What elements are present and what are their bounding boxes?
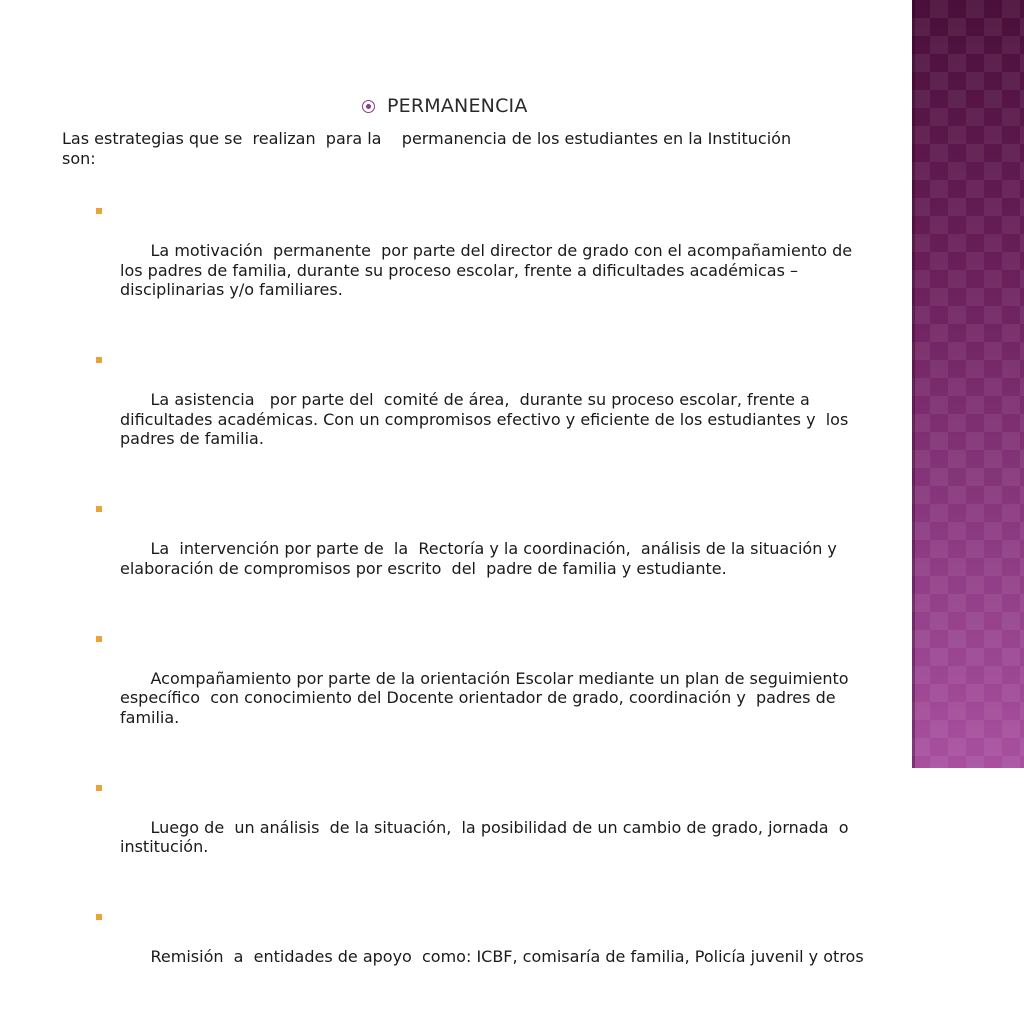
square-bullet-icon bbox=[96, 636, 102, 642]
list-item bbox=[96, 500, 866, 598]
bullet-text: Acompañamiento por parte de la orientación Escolar mediante un plan de seguimiento específico con conocimiento del Docente orientador de grado, coordinación y padres de familia. bbox=[120, 668, 854, 727]
bullet-text: La intervención por parte de la Rectoría y la coordinación, análisis de la situación y elaboración de compromisos por escrito del padre de familia y estudiante. bbox=[120, 539, 848, 578]
square-bullet-icon bbox=[96, 914, 102, 920]
radio-bullet-icon bbox=[362, 100, 375, 113]
list-item bbox=[96, 779, 866, 877]
bullet-text: Luego de un análisis de la situación, la posibilidad de un cambio de grado, jornada o institución. bbox=[120, 817, 854, 856]
square-bullet-icon bbox=[96, 357, 102, 363]
title-row bbox=[362, 95, 528, 117]
intro-text: Las estrategias que se realizan para la permanencia de los estudiantes en la Institución son: bbox=[62, 129, 797, 168]
square-bullet-icon bbox=[96, 208, 102, 214]
bullet-text: La asistencia por parte del comité de área, durante su proceso escolar, frente a dificultades académicas. Con un compromisos efectivo y eficiente de los estudiantes y los padres de familia. bbox=[120, 390, 854, 448]
square-bullet-icon bbox=[96, 785, 102, 791]
decorative-side-band bbox=[912, 0, 1024, 768]
list-item bbox=[96, 630, 866, 747]
diamond-pattern bbox=[912, 0, 1024, 768]
list-item bbox=[96, 202, 866, 319]
list-item bbox=[96, 908, 866, 986]
bullet-text: Remisión a entidades de apoyo como: ICBF, comisaría de familia, Policía juvenil y otros bbox=[150, 947, 864, 966]
slide-title: PERMANENCIA bbox=[387, 95, 528, 117]
bullet-text: La motivación permanente por parte del director de grado con el acompañamiento de los padres de familia, durante su proceso escolar, frente a dificultades académicas – disciplinarias y/o familiares. bbox=[120, 241, 858, 299]
square-bullet-icon bbox=[96, 506, 102, 512]
side-band-edge bbox=[912, 0, 915, 768]
list-item bbox=[96, 351, 866, 468]
bullet-list bbox=[96, 202, 866, 1018]
